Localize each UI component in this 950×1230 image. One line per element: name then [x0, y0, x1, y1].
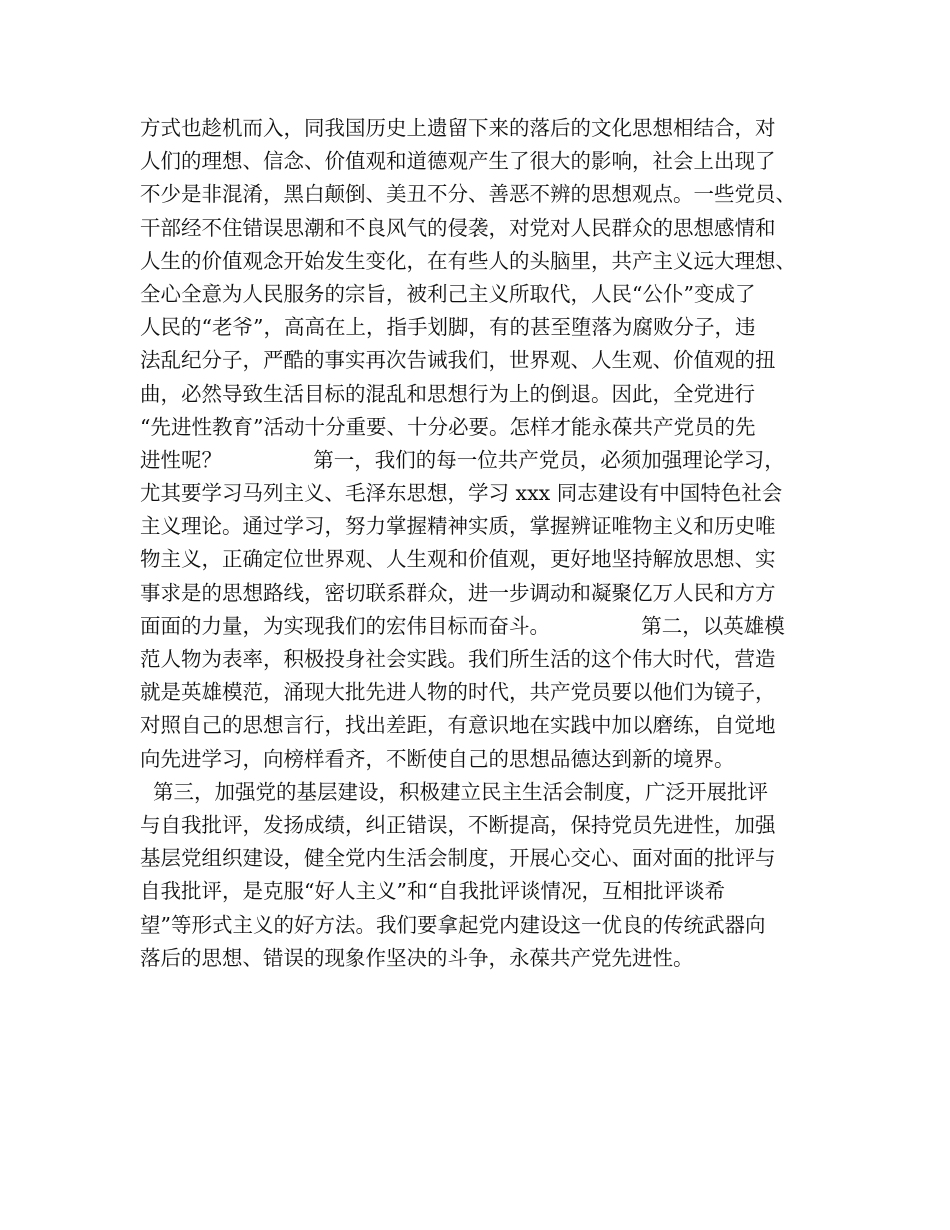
text-line: 人生的价值观念开始发生变化，在有些人的头脑里，共产主义远大理想、	[140, 248, 796, 273]
text-line: 向先进学习，向榜样看齐，不断使自己的思想品德达到新的境界。	[140, 746, 735, 771]
text-line: 对照自己的思想言行，找出差距，有意识地在实践中加以磨练，自觉地	[140, 713, 776, 738]
text-line: 事求是的思想路线，密切联系群众，进一步调动和凝聚亿万人民和方方	[140, 580, 776, 605]
text-line: 基层党组织建设，健全党内生活会制度，开展心交心、面对面的批评与	[140, 846, 776, 871]
text-line: 物主义，正确定位世界观、人生观和价值观，更好地坚持解放思想、实	[140, 547, 776, 572]
text-line: 第三，加强党的基层建设，积极建立民主生活会制度，广泛开展批评	[140, 779, 769, 804]
text-line: 法乱纪分子，严酷的事实再次告诫我们，世界观、人生观、价值观的扭	[140, 348, 776, 373]
text-line: 落后的思想、错误的现象作坚决的斗争，永葆共产党先进性。	[140, 945, 694, 970]
text-line: 就是英雄模范，涌现大批先进人物的时代，共产党员要以他们为镜子，	[140, 680, 776, 705]
text-line: 全心全意为人民服务的宗旨，被利己主义所取代，人民“公仆”变成了	[140, 281, 756, 306]
text-line: 望”等形式主义的好方法。我们要拿起党内建设这一优良的传统武器向	[140, 912, 766, 937]
text-line: 主义理论。通过学习，努力掌握精神实质，掌握辨证唯物主义和历史唯	[140, 514, 776, 539]
text-line: 曲，必然导致生活目标的混乱和思想行为上的倒退。因此，全党进行	[140, 381, 755, 406]
text-line: 与自我批评，发扬成绩，纠正错误，不断提高，保持党员先进性，加强	[140, 812, 776, 837]
text-line: 人们的理想、信念、价值观和道德观产生了很大的影响，社会上出现了	[140, 149, 776, 174]
text-line: 面面的力量，为实现我们的宏伟目标而奋斗。 第二，以英雄模	[140, 613, 785, 638]
text-line: 人民的“老爷”，高高在上，指手划脚，有的甚至堕落为腐败分子，违	[140, 315, 756, 340]
text-line: 进性呢？ 第一，我们的每一位共产党员，必须加强理论学习，	[140, 447, 785, 472]
text-line: 干部经不住错误思潮和不良风气的侵袭，对党对人民群众的思想感情和	[140, 215, 776, 240]
text-line: 方式也趁机而入，同我国历史上遗留下来的落后的文化思想相结合，对	[140, 116, 776, 140]
text-line: “先进性教育”活动十分重要、十分必要。怎样才能永葆共产党员的先	[140, 414, 756, 439]
body-text	[140, 112, 840, 975]
text-line: 自我批评，是克服“好人主义”和“自我批评谈情况，互相批评谈希	[140, 879, 725, 904]
text-line: 范人物为表率，积极投身社会实践。我们所生活的这个伟大时代，营造	[140, 647, 776, 671]
text-line: 不少是非混淆，黑白颠倒、美丑不分、善恶不辨的思想观点。一些党员、	[140, 182, 796, 207]
text-line: 尤其要学习马列主义、毛泽东思想，学习 xxx 同志建设有中国特色社会	[140, 481, 783, 506]
